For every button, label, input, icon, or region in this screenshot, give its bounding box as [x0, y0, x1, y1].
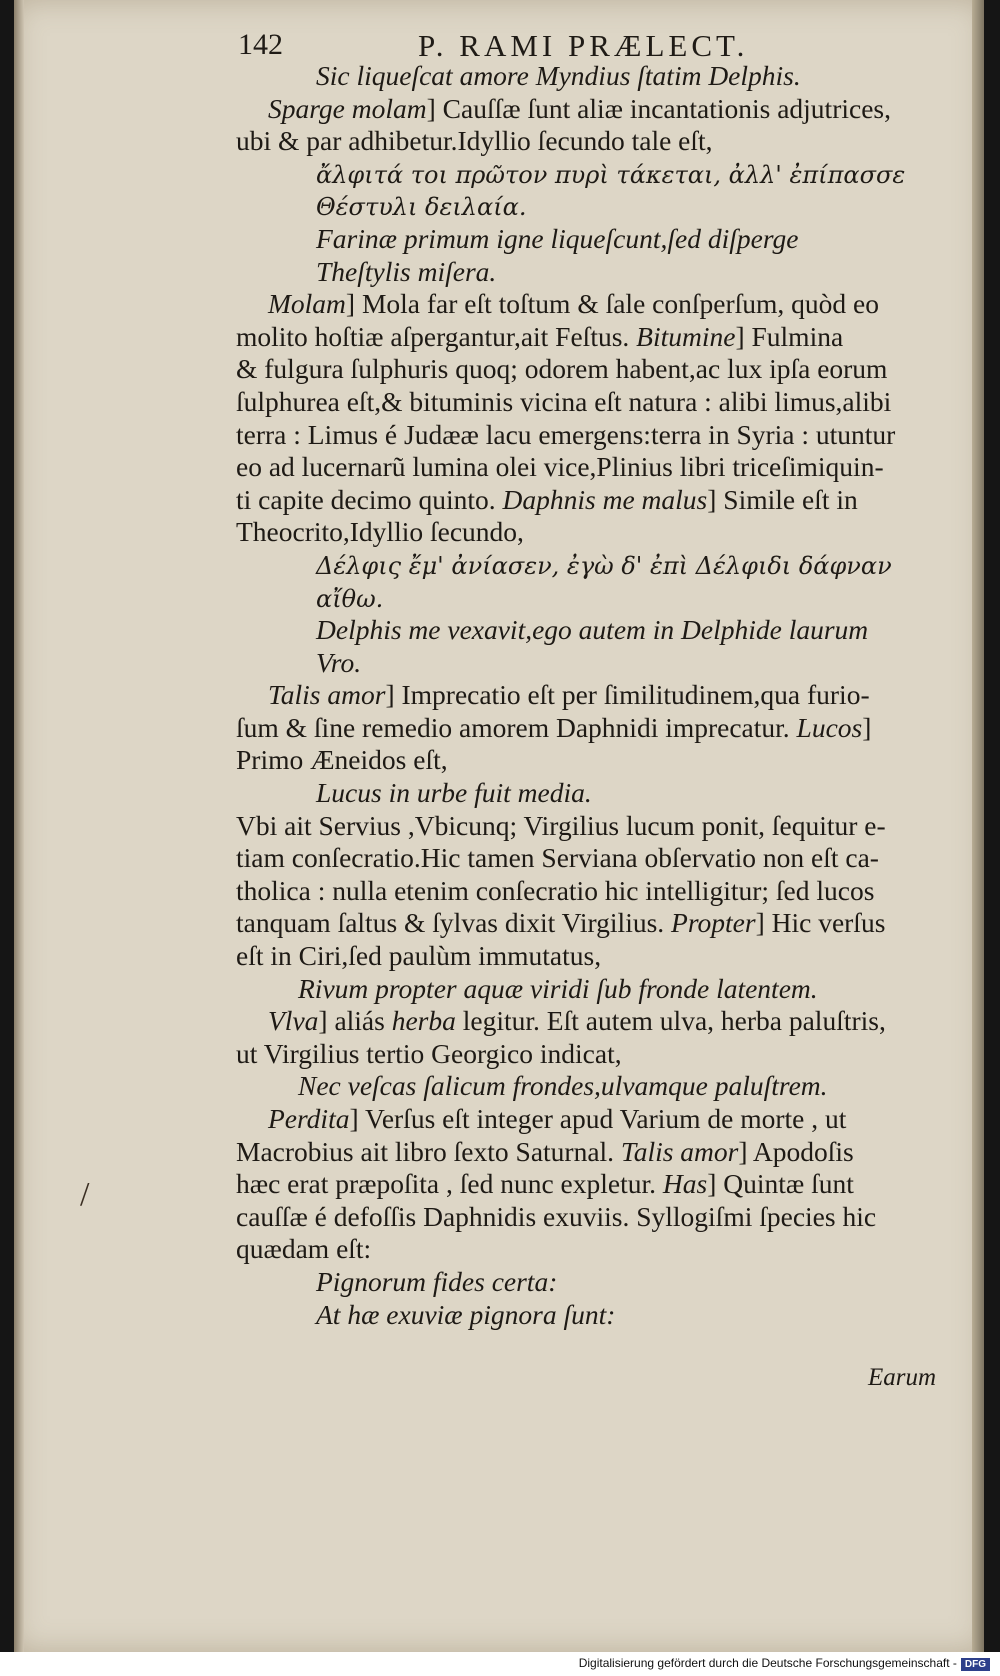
- text-segment: ] Cauſſæ ſunt aliæ incantationis adjutrices,: [426, 92, 891, 124]
- italic-text: Perdita: [268, 1103, 350, 1134]
- italic-text: At hæ exuviæ pignora ſunt:: [316, 1298, 616, 1330]
- italic-text: herba: [391, 1005, 456, 1037]
- text-segment: ubi & par adhibetur.Idyllio ſecundo tale eſt,: [236, 125, 713, 157]
- text-segment: cauſſæ é defoſſis Daphnidis exuviis. Syllogiſmi ſpecies hic: [236, 1200, 877, 1232]
- text-line: [236, 907, 936, 940]
- text-segment: ] Hic verſus: [755, 907, 886, 939]
- text-line: [236, 93, 936, 126]
- italic-text: Has: [662, 1168, 708, 1200]
- italic-text: Farinæ primum igne liqueſcunt,ſed diſperge: [316, 222, 799, 254]
- text-line: [236, 614, 936, 647]
- italic-text: Pignorum fides certa:: [316, 1265, 558, 1297]
- text-line: [236, 125, 936, 158]
- text-segment: tanquam ſaltus & ſylvas dixit Virgilius.: [236, 907, 672, 939]
- text-segment: ] Apodoſis: [738, 1135, 854, 1167]
- text-segment: tholica : nulla etenim conſecratio hic intelligitur; ſed lucos: [236, 874, 875, 906]
- greek-quotation: ἄλφιτά τοι πρῶτον πυρὶ τάκεται, ἀλλ' ἐπίπασσε: [316, 160, 906, 189]
- text-segment: hæc erat præpoſita , ſed nunc expletur.: [236, 1168, 663, 1200]
- text-segment: eſt in Ciri,ſed paulùm immutatus,: [236, 940, 602, 972]
- text-line: [236, 1070, 936, 1103]
- text-segment: Theocrito,Idyllio ſecundo,: [236, 516, 524, 548]
- text-line: [236, 549, 936, 582]
- italic-text: Delphis me vexavit,ego autem in Delphide laurum: [316, 614, 869, 646]
- italic-text: Bitumine: [636, 320, 736, 352]
- text-line: [236, 288, 936, 321]
- greek-quotation: αἴθω.: [316, 584, 384, 613]
- text-line: [236, 1038, 936, 1071]
- text-line: [236, 158, 936, 191]
- text-segment: ſum & ſine remedio amorem Daphnidi imprecatur.: [236, 711, 797, 743]
- footer-text: Digitalisierung gefördert durch die Deutsche Forschungsgemeinschaft -: [578, 1656, 957, 1670]
- italic-text: Daphnis me malus: [502, 483, 708, 515]
- greek-quotation: Δέλφις ἔμ' ἀνίασεν, ἐγὼ δ' ἐπὶ Δέλφιδι δάφναν: [316, 551, 892, 580]
- text-segment: eo ad lucernarũ lumina olei vice,Plinius libri triceſimiquin-: [236, 451, 884, 483]
- text-line: [236, 353, 936, 386]
- text-line: [236, 484, 936, 517]
- text-line: [236, 973, 936, 1006]
- text-segment: Primo Æneidos eſt,: [236, 744, 448, 776]
- italic-text: Rivum propter aquæ viridi ſub fronde latentem.: [298, 972, 818, 1004]
- text-segment: ſulphurea eſt,& bituminis vicina eſt natura : alibi limus,alibi: [236, 385, 892, 417]
- italic-text: Talis amor: [268, 679, 386, 711]
- italic-text: Molam: [268, 288, 346, 320]
- text-line: [236, 1201, 936, 1234]
- text-line: [236, 60, 936, 93]
- catchword: Earum: [868, 1364, 937, 1391]
- text-segment: ] Verſus eſt integer apud Varium de morte , ut: [349, 1103, 847, 1134]
- text-segment: ] Fulmina: [735, 320, 844, 352]
- text-segment: ] Quintæ ſunt: [707, 1168, 854, 1200]
- page-gutter-shadow: [14, 0, 24, 1652]
- italic-text: Propter: [671, 907, 756, 939]
- text-segment: ] Imprecatio eſt per ſimilitudinem,qua furio-: [385, 679, 870, 711]
- running-head: P. RAMI PRÆLECT.: [418, 28, 749, 63]
- text-segment: Vbi ait Servius ,Vbicunq; Virgilius lucum ponit, ſequitur e-: [236, 809, 886, 841]
- italic-text: Vro.: [316, 646, 362, 678]
- text-segment: ] Simile eſt in: [707, 483, 858, 515]
- text-segment: & fulgura ſulphuris quoq; odorem habent,ac lux ipſa eorum: [236, 353, 888, 385]
- page-number: 142: [238, 28, 283, 61]
- dfg-logo: DFG: [961, 1658, 990, 1671]
- digitization-footer: [579, 1656, 990, 1671]
- text-line: [236, 1266, 936, 1299]
- text-line: [236, 1299, 936, 1332]
- text-line: [236, 1168, 936, 1201]
- text-line: [236, 842, 936, 875]
- text-line: [236, 744, 936, 777]
- page-fore-edge: [972, 0, 984, 1652]
- text-segment: tiam conſecratio.Hic tamen Serviana obſervatio non eſt ca-: [236, 842, 879, 874]
- text-segment: Macrobius ait libro ſexto Saturnal.: [236, 1135, 621, 1167]
- italic-text: Sparge molam: [268, 92, 427, 124]
- text-line: [236, 582, 936, 615]
- italic-text: Vlva: [268, 1005, 319, 1037]
- text-line: [236, 451, 936, 484]
- text-line: [236, 419, 936, 452]
- text-line: [236, 875, 936, 908]
- text-line: [236, 810, 936, 843]
- text-line: [236, 679, 936, 712]
- text-line: [236, 256, 936, 289]
- text-line: [236, 647, 936, 680]
- italic-text: Lucos: [796, 711, 863, 743]
- italic-text: Lucus in urbe fuit media.: [316, 777, 592, 809]
- text-segment: ti capite decimo quinto.: [236, 483, 503, 515]
- italic-text: Sic liqueſcat amore Myndius ſtatim Delphis.: [316, 60, 801, 91]
- italic-text: Theſtylis miſera.: [316, 255, 497, 287]
- text-line: [236, 386, 936, 419]
- text-line: [236, 1005, 936, 1038]
- text-segment: ] aliás: [318, 1005, 392, 1037]
- text-line: [236, 223, 936, 256]
- text-segment: ]: [862, 711, 872, 743]
- text-line: [236, 190, 936, 223]
- text-segment: quædam eſt:: [236, 1233, 372, 1265]
- text-line: [236, 940, 936, 973]
- text-segment: terra : Limus é Judææ lacu emergens:terra in Syria : utuntur: [236, 418, 896, 450]
- text-line: [236, 712, 936, 745]
- margin-mark: /: [80, 1176, 90, 1213]
- italic-text: Nec veſcas ſalicum frondes,ulvamque paluſtrem.: [298, 1070, 828, 1102]
- text-line: [236, 321, 936, 354]
- text-line: [236, 1103, 936, 1136]
- text-line: [236, 516, 936, 549]
- text-line: [236, 777, 936, 810]
- text-segment: legitur. Eſt autem ulva, herba paluſtris,: [455, 1005, 886, 1037]
- text-line: [236, 1136, 936, 1169]
- greek-quotation: Θέστυλι δειλαία.: [316, 193, 527, 222]
- italic-text: Talis amor: [620, 1135, 739, 1167]
- text-segment: molito hoſtiæ aſpergantur,ait Feſtus.: [236, 320, 637, 352]
- text-segment: ut Virgilius tertio Georgico indicat,: [236, 1037, 622, 1069]
- body-text: [236, 60, 936, 1331]
- text-segment: ] Mola far eſt toſtum & ſale conſperſum, quòd eo: [345, 288, 879, 320]
- text-line: [236, 1233, 936, 1266]
